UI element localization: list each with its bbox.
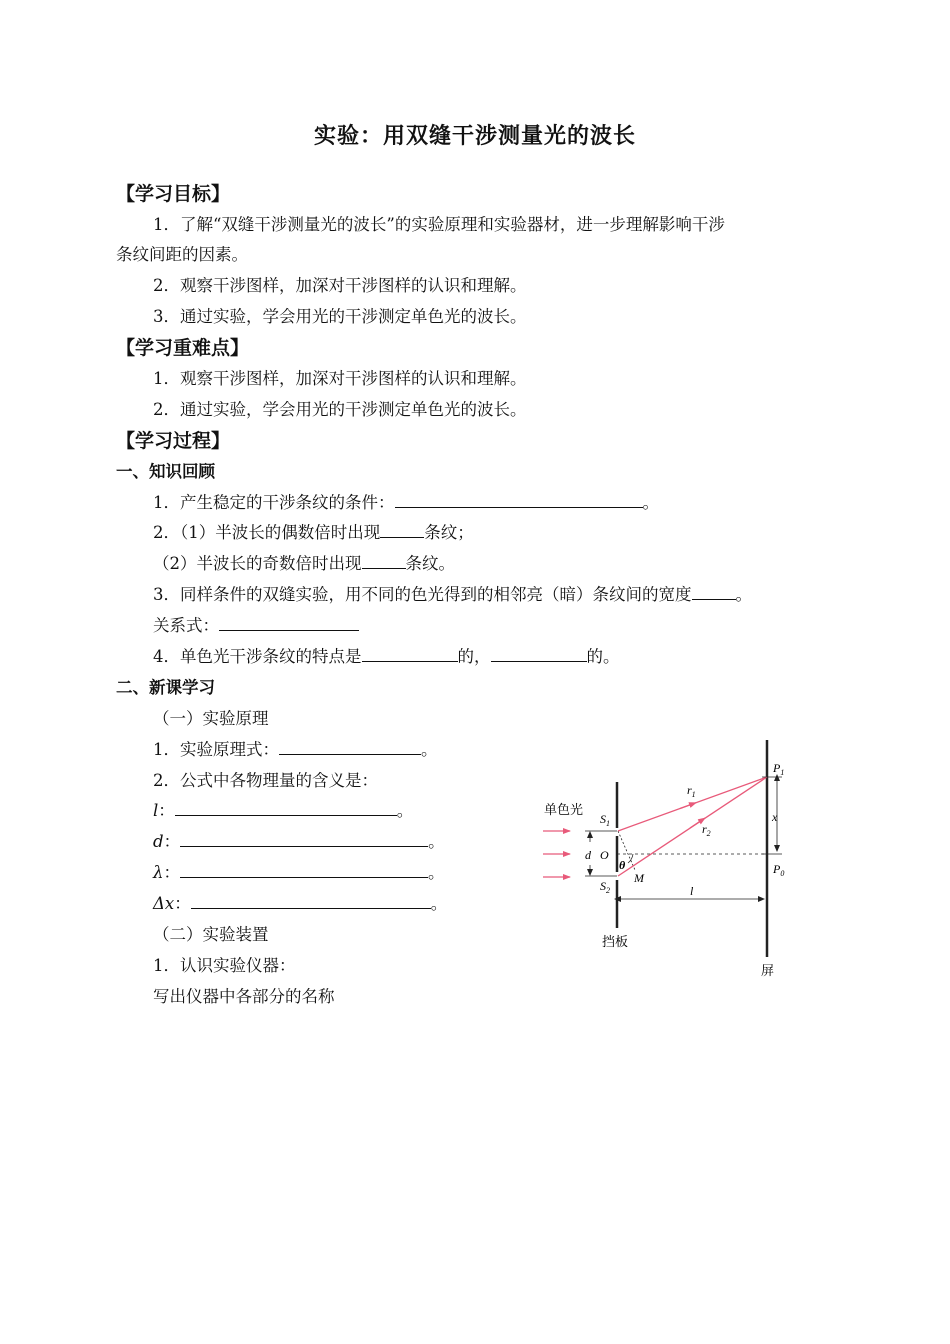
s1-label: $S_1$	[600, 812, 610, 828]
key-point-2: 2．通过实验，学会用光的干涉测定单色光的波长。	[153, 400, 527, 419]
screen-label: 屏	[761, 964, 775, 979]
q2-answer-blank-1[interactable]	[380, 521, 424, 538]
q3-answer-blank[interactable]	[692, 583, 736, 600]
quantity-meaning-intro: 2．公式中各物理量的含义是：	[153, 771, 378, 790]
new-lesson-heading: 二、新课学习	[116, 678, 215, 697]
var-d-symbol: d	[153, 832, 164, 851]
var-l-row	[153, 799, 413, 823]
var-d-end: 。	[428, 832, 445, 851]
d-label: d	[585, 848, 591, 862]
goal-item-2: 2．观察干涉图样，加深对干涉图样的认识和理解。	[153, 276, 527, 295]
q2-answer-blank-2[interactable]	[362, 552, 406, 569]
principle-formula	[153, 738, 438, 762]
l-label: l	[690, 884, 694, 898]
q3-formula-blank[interactable]	[219, 614, 359, 631]
double-slit-diagram	[530, 732, 798, 982]
apparatus-subheading: （二）实验装置	[153, 925, 269, 944]
process-heading: 【学习过程】	[116, 430, 231, 452]
var-lambda-sep: ：	[163, 863, 180, 882]
ray-r1-arrow	[680, 803, 696, 809]
q4-end: 的。	[586, 647, 620, 666]
key-points-heading: 【学习重难点】	[116, 337, 250, 359]
r2-label: $r_2$	[702, 822, 711, 838]
principle-formula-blank[interactable]	[279, 738, 421, 755]
q4-answer-blank-1[interactable]	[362, 645, 458, 662]
var-d-blank[interactable]	[180, 830, 428, 847]
var-l-blank[interactable]	[175, 799, 397, 816]
var-lambda-row	[153, 861, 444, 885]
m-label: M	[634, 871, 644, 885]
q4-text-2: 的，	[457, 647, 491, 666]
review-question-4	[153, 645, 620, 669]
q3-end: 。	[735, 585, 752, 604]
principle-formula-label: 1．实验原理式：	[153, 740, 279, 759]
key-point-1: 1．观察干涉图样，加深对干涉图样的认识和理解。	[153, 369, 527, 388]
q3-text: 3．同样条件的双缝实验，用不同的色光得到的相邻亮（暗）条纹间的宽度	[153, 585, 692, 604]
var-l-symbol: l	[153, 801, 159, 820]
var-lambda-blank[interactable]	[180, 861, 428, 878]
p1-label: $P_1$	[773, 761, 785, 777]
q4-answer-blank-2[interactable]	[491, 645, 587, 662]
goal-item-1-cont: 条纹间距的因素。	[116, 245, 248, 264]
var-l-sep: ：	[158, 801, 175, 820]
review-question-3	[153, 583, 752, 607]
var-l-end: 。	[396, 801, 414, 820]
review-question-1	[153, 491, 659, 515]
var-lambda-symbol: λ	[153, 863, 164, 882]
var-d-row	[153, 830, 445, 854]
var-dx-end: 。	[430, 894, 448, 913]
goals-heading: 【学习目标】	[116, 183, 231, 205]
light-label: 单色光	[544, 803, 584, 818]
var-lambda-end: 。	[427, 863, 445, 882]
page-title: 实验：用双缝干涉测量光的波长	[313, 124, 636, 149]
review-question-2b	[153, 552, 455, 576]
review-question-3-formula	[153, 614, 359, 638]
x-label: x	[772, 810, 778, 824]
apparatus-item-1: 1．认识实验仪器：	[153, 956, 296, 975]
goal-item-3: 3．通过实验，学会用光的干涉测定单色光的波长。	[153, 307, 527, 326]
q4-text: 4．单色光干涉条纹的特点是	[153, 647, 362, 666]
q1-end: 。	[642, 493, 659, 512]
q2-text: 2．（1）半波长的偶数倍时出现	[153, 523, 381, 542]
var-d-sep: ：	[163, 832, 181, 851]
principle-subheading: （一）实验原理	[153, 709, 269, 728]
principle-formula-end: 。	[421, 740, 438, 759]
review-heading: 一、知识回顾	[116, 462, 215, 481]
apparatus-instruction: 写出仪器中各部分的名称	[153, 987, 335, 1006]
var-dx-sep: ：	[174, 894, 191, 913]
theta-arc	[628, 854, 633, 863]
p0-label: $P_0$	[773, 862, 785, 878]
var-dx-blank[interactable]	[191, 892, 431, 909]
var-dx-row	[153, 892, 447, 916]
var-dx-symbol: Δx	[153, 894, 175, 913]
goal-item-1: 1．了解“双缝干涉测量光的波长”的实验原理和实验器材，进一步理解影响干涉	[153, 215, 725, 234]
q2-text-4: 条纹。	[405, 554, 455, 573]
q1-text: 1．产生稳定的干涉条纹的条件：	[153, 493, 395, 512]
o-label: O	[600, 848, 609, 862]
q1-answer-blank[interactable]	[395, 491, 643, 508]
q2-text-3: （2）半波长的奇数倍时出现	[153, 554, 362, 573]
s2-label: $S_2$	[600, 879, 610, 895]
r1-label: $r_1$	[687, 783, 696, 799]
review-question-2	[153, 521, 474, 545]
q3-formula-label: 关系式：	[153, 616, 219, 635]
theta-label: θ	[619, 858, 626, 872]
q2-text-2: 条纹；	[424, 523, 474, 542]
barrier-label: 挡板	[602, 935, 629, 950]
